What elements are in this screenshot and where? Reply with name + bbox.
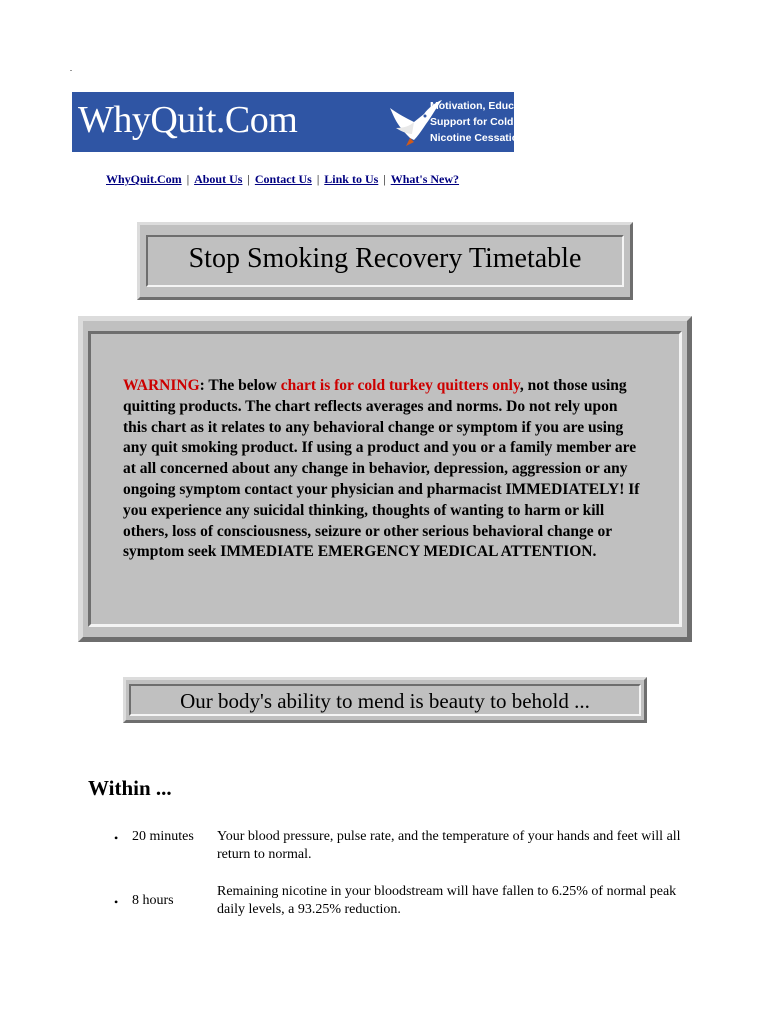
nav-link-about[interactable]: About Us: [194, 172, 243, 186]
within-heading: Within ...: [88, 776, 172, 800]
nav-link-home[interactable]: WhyQuit.Com: [106, 172, 182, 186]
timeline-description: Remaining nicotine in your bloodstream will have fallen to 6.25% of normal peak daily levels, a 93.25% reduction.: [217, 884, 677, 917]
bullet: •: [114, 831, 119, 845]
timeline-time: 20 minutes: [132, 829, 194, 844]
warning-text-part: : The below: [199, 377, 281, 394]
nav-separator: |: [247, 172, 250, 186]
site-logo-text: WhyQuit.Com: [78, 99, 298, 141]
nav-separator: |: [383, 172, 386, 186]
banner-tagline-line: Nicotine Cessation: [430, 132, 525, 144]
site-banner[interactable]: [72, 92, 561, 152]
mend-heading: Our body's ability to mend is beauty to behold ...: [180, 689, 590, 713]
warning-text: [123, 376, 643, 563]
mend-panel: [123, 677, 647, 723]
nav-link-contact[interactable]: Contact Us: [254, 172, 312, 186]
warning-text-part: , not those using quitting products. The chart reflects averages and norms. Do not rely upon this chart as it relates to any behavioral change or symptom if you are using any quit smoking product. If using a product and you or a family member are at all concerned about any change in behavior, depression, aggression or any ongoing symptom contact your physician and pharmacist IMMEDIATELY! If you experience any suicidal thinking, thoughts of wanting to harm or kill others, loss of consciousness, seizure or other serious behavioral change or symptom seek IMMEDIATE EMERGENCY MEDICAL ATTENTION.: [123, 377, 640, 561]
nav-link-link-to-us[interactable]: Link to Us: [324, 172, 379, 186]
title-panel: [137, 222, 633, 300]
banner-tagline-line: Motivation, Education and: [430, 100, 561, 112]
nav-link-whats-new[interactable]: What's New?: [390, 172, 460, 186]
page-title: Stop Smoking Recovery Timetable: [188, 243, 582, 274]
nav-separator: |: [186, 172, 190, 186]
warning-emphasis: chart is for cold turkey quitters only: [280, 377, 520, 394]
timeline-time: 8 hours: [132, 893, 174, 908]
banner-tagline-line: Support for Cold Turkey: [430, 116, 550, 128]
stray-dot: [70, 70, 72, 71]
top-nav: [106, 172, 459, 187]
timeline-description: Your blood pressure, pulse rate, and the temperature of your hands and feet will all return to normal.: [217, 829, 681, 862]
banner-tagline: [430, 98, 561, 146]
warning-panel: [78, 316, 692, 642]
warning-label: WARNING: [123, 377, 200, 394]
bullet: •: [114, 895, 119, 909]
nav-separator: |: [316, 172, 320, 186]
